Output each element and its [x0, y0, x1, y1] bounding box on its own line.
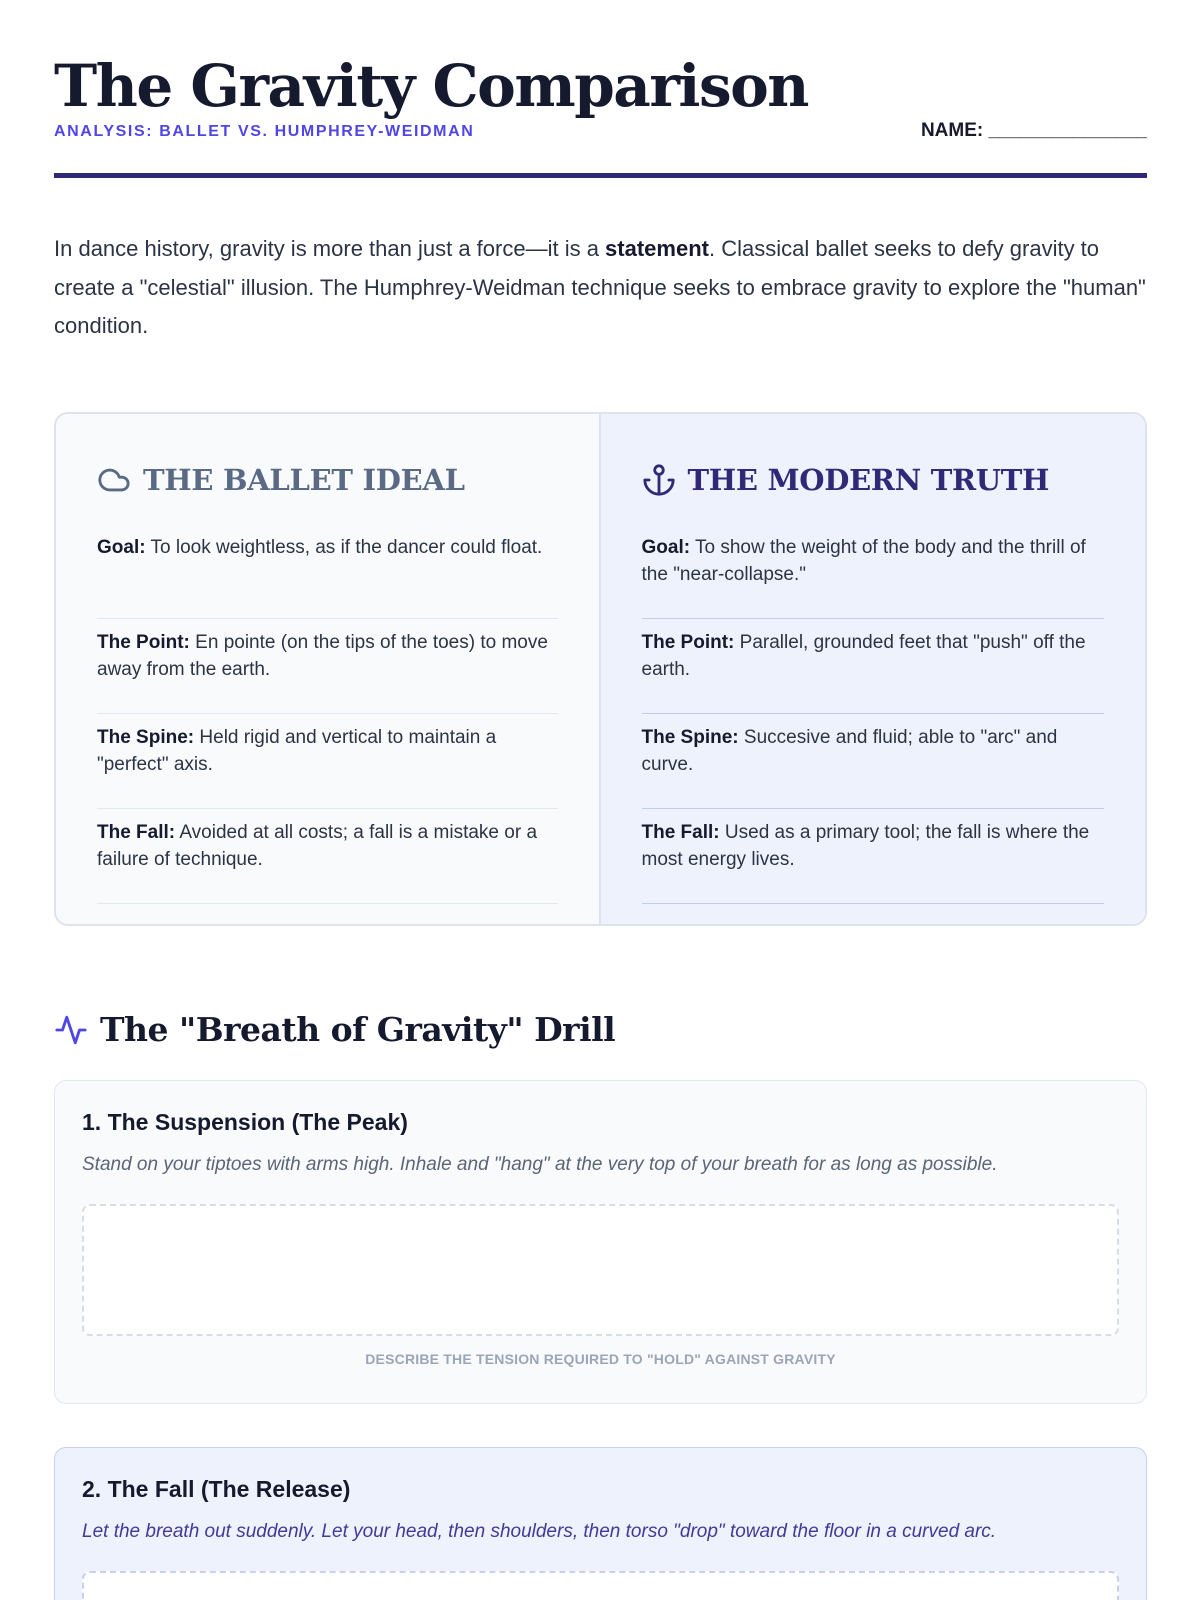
answer-caption: DESCRIBE THE TENSION REQUIRED TO "HOLD" AGAINST GRAVITY [365, 1351, 836, 1367]
row-text: To show the weight of the body and the thrill of the "near-collapse." [641, 537, 1086, 585]
drill-section-header [54, 1010, 615, 1049]
name-field[interactable]: NAME: _______________ [920, 120, 1147, 141]
intro-paragraph [54, 230, 1147, 346]
worksheet-page [54, 0, 1147, 1542]
answer-box[interactable] [82, 1204, 1119, 1336]
modern-column [601, 414, 1146, 924]
row-text: Used as a primary tool; the fall is where the most energy lives. [641, 822, 1090, 870]
page-subtitle: ANALYSIS: BALLET VS. HUMPHREY-WEIDMAN [54, 123, 475, 140]
answer-box[interactable] [82, 1571, 1119, 1600]
ballet-title: THE BALLET IDEAL [143, 463, 465, 497]
pulse-icon [54, 1011, 88, 1049]
drill-card-suspension [54, 1080, 1147, 1404]
row-label: The Fall: [641, 822, 720, 843]
row-label: The Point: [641, 632, 735, 653]
row-label: The Spine: [641, 727, 739, 748]
row-label: Goal: [641, 537, 691, 558]
modern-row-spine [642, 714, 1105, 809]
modern-row-fall [642, 809, 1105, 904]
ballet-row-point [97, 619, 558, 714]
drill-instruction: Let the breath out suddenly. Let your head, then shoulders, then torso "drop" toward the floor in a curved arc. [82, 1521, 997, 1542]
intro-text-2: . Classical ballet seeks to defy gravity to create a "celestial" illusion. The Humphrey-Weidman technique seeks to embrace gravity to explore the "human" condition. [54, 236, 1146, 338]
row-label: The Fall: [97, 822, 176, 843]
row-text: Succesive and fluid; able to "arc" and curve. [641, 727, 1058, 775]
ballet-row-fall [97, 809, 558, 904]
row-text: Parallel, grounded feet that "push" off the earth. [641, 632, 1086, 680]
row-text: Avoided at all costs; a fall is a mistake or a failure of technique. [97, 822, 538, 870]
intro-bold: statement [605, 236, 709, 261]
row-label: Goal: [97, 537, 146, 558]
drill-instruction: Stand on your tiptoes with arms high. Inhale and "hang" at the very top of your breath for as long as possible. [82, 1154, 998, 1175]
ballet-row-spine [97, 714, 558, 809]
drill-title: 1. The Suspension (The Peak) [82, 1109, 408, 1135]
modern-row-point [642, 619, 1105, 714]
row-label: The Point: [97, 632, 190, 653]
row-text: Held rigid and vertical to maintain a "perfect" axis. [97, 727, 497, 775]
row-label: The Spine: [97, 727, 195, 748]
worksheet-header [54, 0, 1147, 178]
drill-section-title: The "Breath of Gravity" Drill [100, 1010, 616, 1049]
ballet-row-goal [97, 524, 558, 619]
modern-header [642, 460, 1105, 500]
cloud-icon [97, 463, 131, 497]
comparison-table [54, 412, 1147, 926]
drill-card-fall [54, 1447, 1147, 1600]
ballet-column [56, 414, 601, 924]
modern-title: THE MODERN TRUTH [687, 463, 1050, 497]
row-text: En pointe (on the tips of the toes) to move away from the earth. [97, 632, 548, 680]
anchor-icon [642, 463, 676, 497]
page-title: The Gravity Comparison [54, 52, 808, 120]
ballet-header [97, 460, 558, 500]
modern-row-goal [642, 524, 1105, 619]
drill-title: 2. The Fall (The Release) [82, 1476, 351, 1502]
intro-text-1: In dance history, gravity is more than just a force—it is a [54, 236, 606, 261]
row-text: To look weightless, as if the dancer could float. [145, 537, 543, 558]
